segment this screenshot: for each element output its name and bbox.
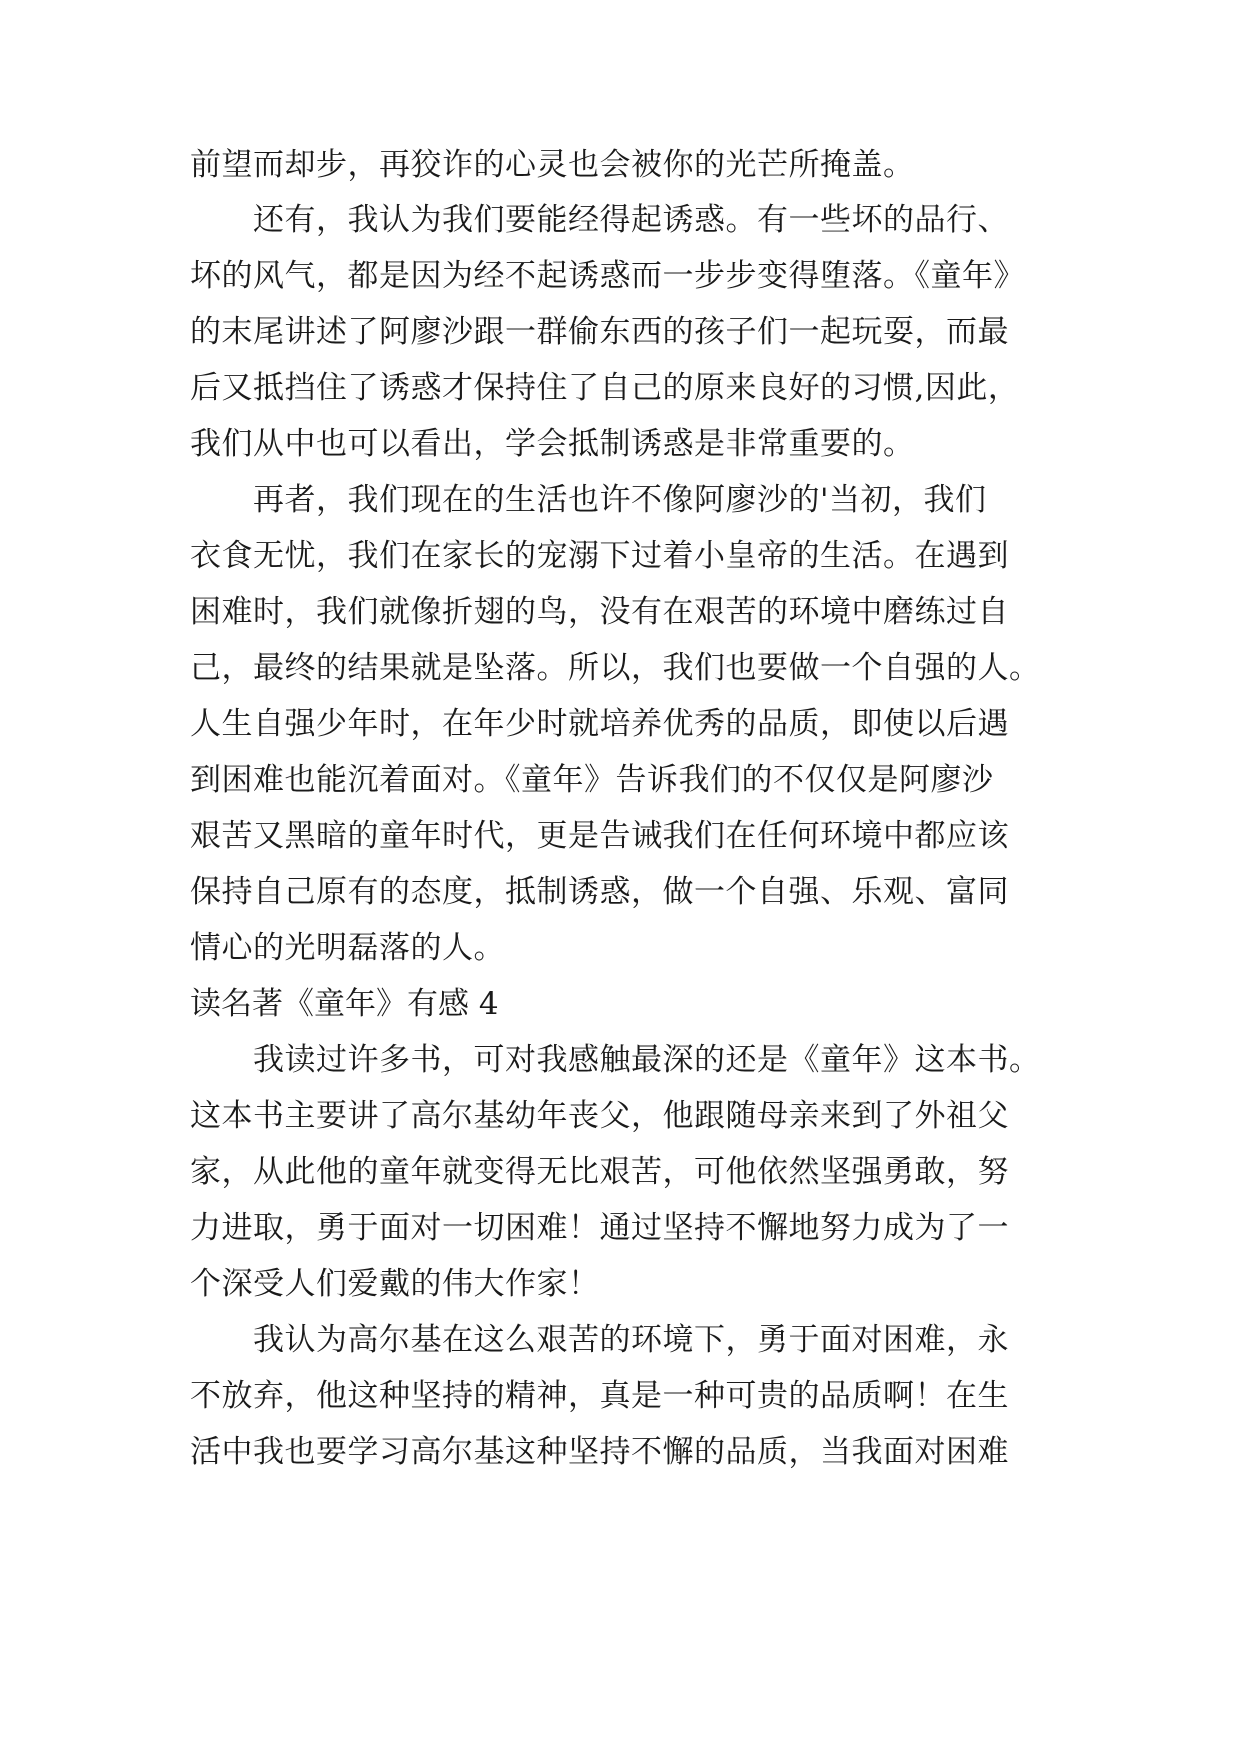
text-line: 家，从此他的童年就变得无比艰苦，可他依然坚强勇敢，努 [190,1154,1009,1190]
text-line: 活中我也要学习高尔基这种坚持不懈的品质，当我面对困难 [190,1434,1009,1470]
text-line: 我认为高尔基在这么艰苦的环境下，勇于面对困难，永 [190,1322,1009,1358]
text-line: 后又抵挡住了诱惑才保持住了自己的原来良好的习惯,因此， [190,370,1020,406]
text-line: 己，最终的结果就是坠落。所以，我们也要做一个自强的人。 [190,650,1041,686]
text-line: 我们从中也可以看出，学会抵制诱惑是非常重要的。 [190,426,915,462]
text-line: 到困难也能沉着面对。《童年》告诉我们的不仅仅是阿廖沙 [190,762,994,798]
text-line: 衣食无忧，我们在家长的宠溺下过着小皇帝的生活。在遇到 [190,538,1009,574]
text-line: 个深受人们爱戴的伟大作家！ [190,1266,600,1302]
text-line: 不放弃，他这种坚持的精神，真是一种可贵的品质啊！在生 [190,1378,1009,1414]
text-line: 我读过许多书，可对我感触最深的还是《童年》这本书。 [190,1042,1041,1078]
text-line: 这本书主要讲了高尔基幼年丧父，他跟随母亲来到了外祖父 [190,1098,1009,1134]
text-line: 的末尾讲述了阿廖沙跟一群偷东西的孩子们一起玩耍，而最 [190,314,1009,350]
text-line: 坏的风气，都是因为经不起诱惑而一步步变得堕落。《童年》 [190,258,1025,294]
text-line: 再者，我们现在的生活也许不像阿廖沙的'当初，我们 [190,482,987,518]
text-line: 艰苦又黑暗的童年时代，更是告诫我们在任何环境中都应该 [190,818,1009,854]
text-line: 力进取，勇于面对一切困难！通过坚持不懈地努力成为了一 [190,1210,1009,1246]
text-line: 人生自强少年时，在年少时就培养优秀的品质，即使以后遇 [190,706,1009,742]
text-line: 情心的光明磊落的人。 [190,930,505,966]
text-line: 保持自己原有的态度，抵制诱惑，做一个自强、乐观、富同 [190,874,1009,910]
text-line: 还有，我认为我们要能经得起诱惑。有一些坏的品行、 [190,202,1009,238]
text-line: 前望而却步，再狡诈的心灵也会被你的光芒所掩盖。 [190,147,915,183]
text-line: 困难时，我们就像折翅的鸟，没有在艰苦的环境中磨练过自 [190,594,1009,630]
section-heading: 读名著《童年》有感 4 [190,986,499,1022]
